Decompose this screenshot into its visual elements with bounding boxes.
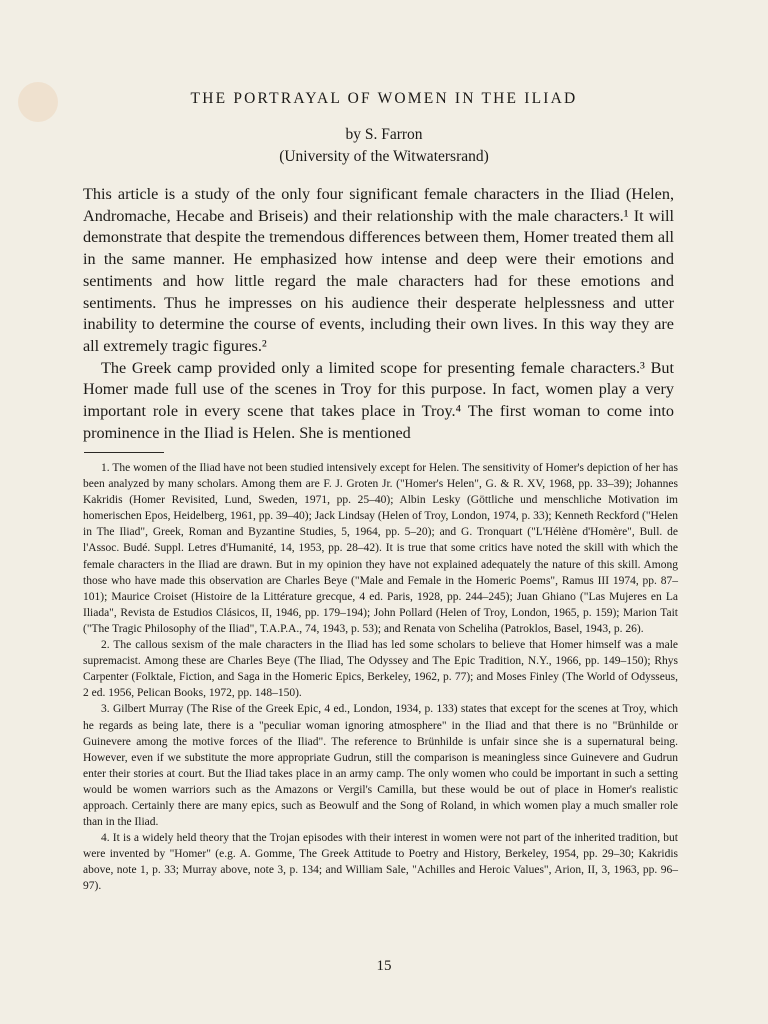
author-byline: by S. Farron xyxy=(345,126,423,143)
footnotes xyxy=(83,460,678,895)
author-block xyxy=(0,124,768,168)
footnote-divider xyxy=(84,452,164,453)
body-paragraph-1: This article is a study of the only four significant female characters in the Iliad (Helen, Andromache, Hecabe and Briseis) and their relationship with the male characters.¹ It will demonstrate that despite the tremendous differences between them, Homer treated them all in the same manner. He emphasized how intense and deep were their emotions and sentiments and how little regard the male characters had for these emotions and sentiments. Thus he impresses on his audience their desperate helplessness and utter inability to determine the course of events, including their own lives. In this way they are all extremely tragic figures.² xyxy=(83,185,674,355)
article-title: THE PORTRAYAL OF WOMEN IN THE ILIAD xyxy=(190,90,578,107)
footnote-4: 4. It is a widely held theory that the Trojan episodes with their interest in women were not part of the inherited tradition, but were invented by "Homer" (e.g. A. Gomme, The Greek Attitude to Poetry and History, Berkeley, 1954, pp. 29–30; Kakridis above, note 1, p. 33; Murray above, note 3, p. 134; and William Sale, "Achilles and Heroic Values", Arion, II, 3, 1963, pp. 96–97). xyxy=(83,832,678,893)
page-number: 15 xyxy=(376,958,392,974)
body-paragraph-2: The Greek camp provided only a limited scope for presenting female characters.³ But Homer made full use of the scenes in Troy for this purpose. In fact, women play a very important role in every scene that takes place in Troy.⁴ The first woman to come into prominence in the Iliad is Helen. She is mentioned xyxy=(83,358,674,442)
footnote-3: 3. Gilbert Murray (The Rise of the Greek Epic, 4 ed., London, 1934, p. 133) states that except for the scenes at Troy, which he regards as being late, there is a "peculiar woman ignoring atmosphere" in the Iliad and that there is no "Brünhilde or Guinevere among the motive forces of the Iliad". The reference to Brünhilde is unfair since she is a supernatural being. However, even if we substitute the more appropriate Gudrun, still the comparison is meaningless since Guinevere and Gudrun enter their stories at court. But the Iliad takes place in an army camp. The only women who could be important in such a setting would be women warriors such as the Amazons or Vergil's Camilla, but these would be out of place in Homer's realistic approach. Certainly there are many epics, such as Beowulf and the Song of Roland, in which women play a much smaller role than in the Iliad. xyxy=(83,703,678,829)
author-affiliation: (University of the Witwatersrand) xyxy=(279,148,489,165)
footnote-1: 1. The women of the Iliad have not been studied intensively except for Helen. The sensitivity of Homer's depiction of her has been analyzed by many scholars. Among them are F. J. Groten Jr. ("Homer's Helen", G. & R. XV, 1968, pp. 33–39); Johannes Kakridis (Homer Revisited, Lund, Sweden, 1971, pp. 25–40); Albin Lesky (Göttliche und menschliche Motivation im homerischen Epos, Heidelberg, 1961, pp. 39–40); Jack Lindsay (Helen of Troy, London, 1974, p. 33); Kenneth Reckford ("Helen in The Iliad", Greek, Roman and Byzantine Studies, 5, 1964, pp. 5–20); and G. Tronquart ("L'Hélène d'Homère", Bull. de l'Assoc. Budé. Suppl. Letres d'Humanité, 14, 1953, pp. 28–42). It is true that some critics have noted the skill with which the female characters in the Iliad are drawn. But in my opinion they have not explained adequately the nature of this skill. Among those who have made this observation are Charles Beye ("Male and Female in the Homeric Poems", Ramus III 1974, pp. 87–101); Maurice Croiset (Histoire de la Littérature grecque, 4 ed. Paris, 1928, pp. 244–245); Juan Ghiano ("Las Mujeres en La Iliada", Revista de Estudios Clásicos, II, 1946, pp. 179–194); John Pollard (Helen of Troy, London, 1965, p. 159); Marion Tait ("The Tragic Philosophy of the Iliad", T.A.P.A., 74, 1943, p. 53); and Renata von Scheliha (Patroklos, Basel, 1943, p. 26). xyxy=(83,462,678,635)
footnote-2: 2. The callous sexism of the male characters in the Iliad has led some scholars to believe that Homer himself was a male supremacist. Among these are Charles Beye (The Iliad, The Odyssey and The Epic Tradition, N.Y., 1966, pp. 149–150); Rhys Carpenter (Folktale, Fiction, and Saga in the Homeric Epics, Berkeley, 1962, p. 77); and Moses Finley (The World of Odysseus, 2 ed. 1956, Pelican Books, 1972, pp. 148–150). xyxy=(83,639,678,700)
article-body xyxy=(83,184,674,444)
